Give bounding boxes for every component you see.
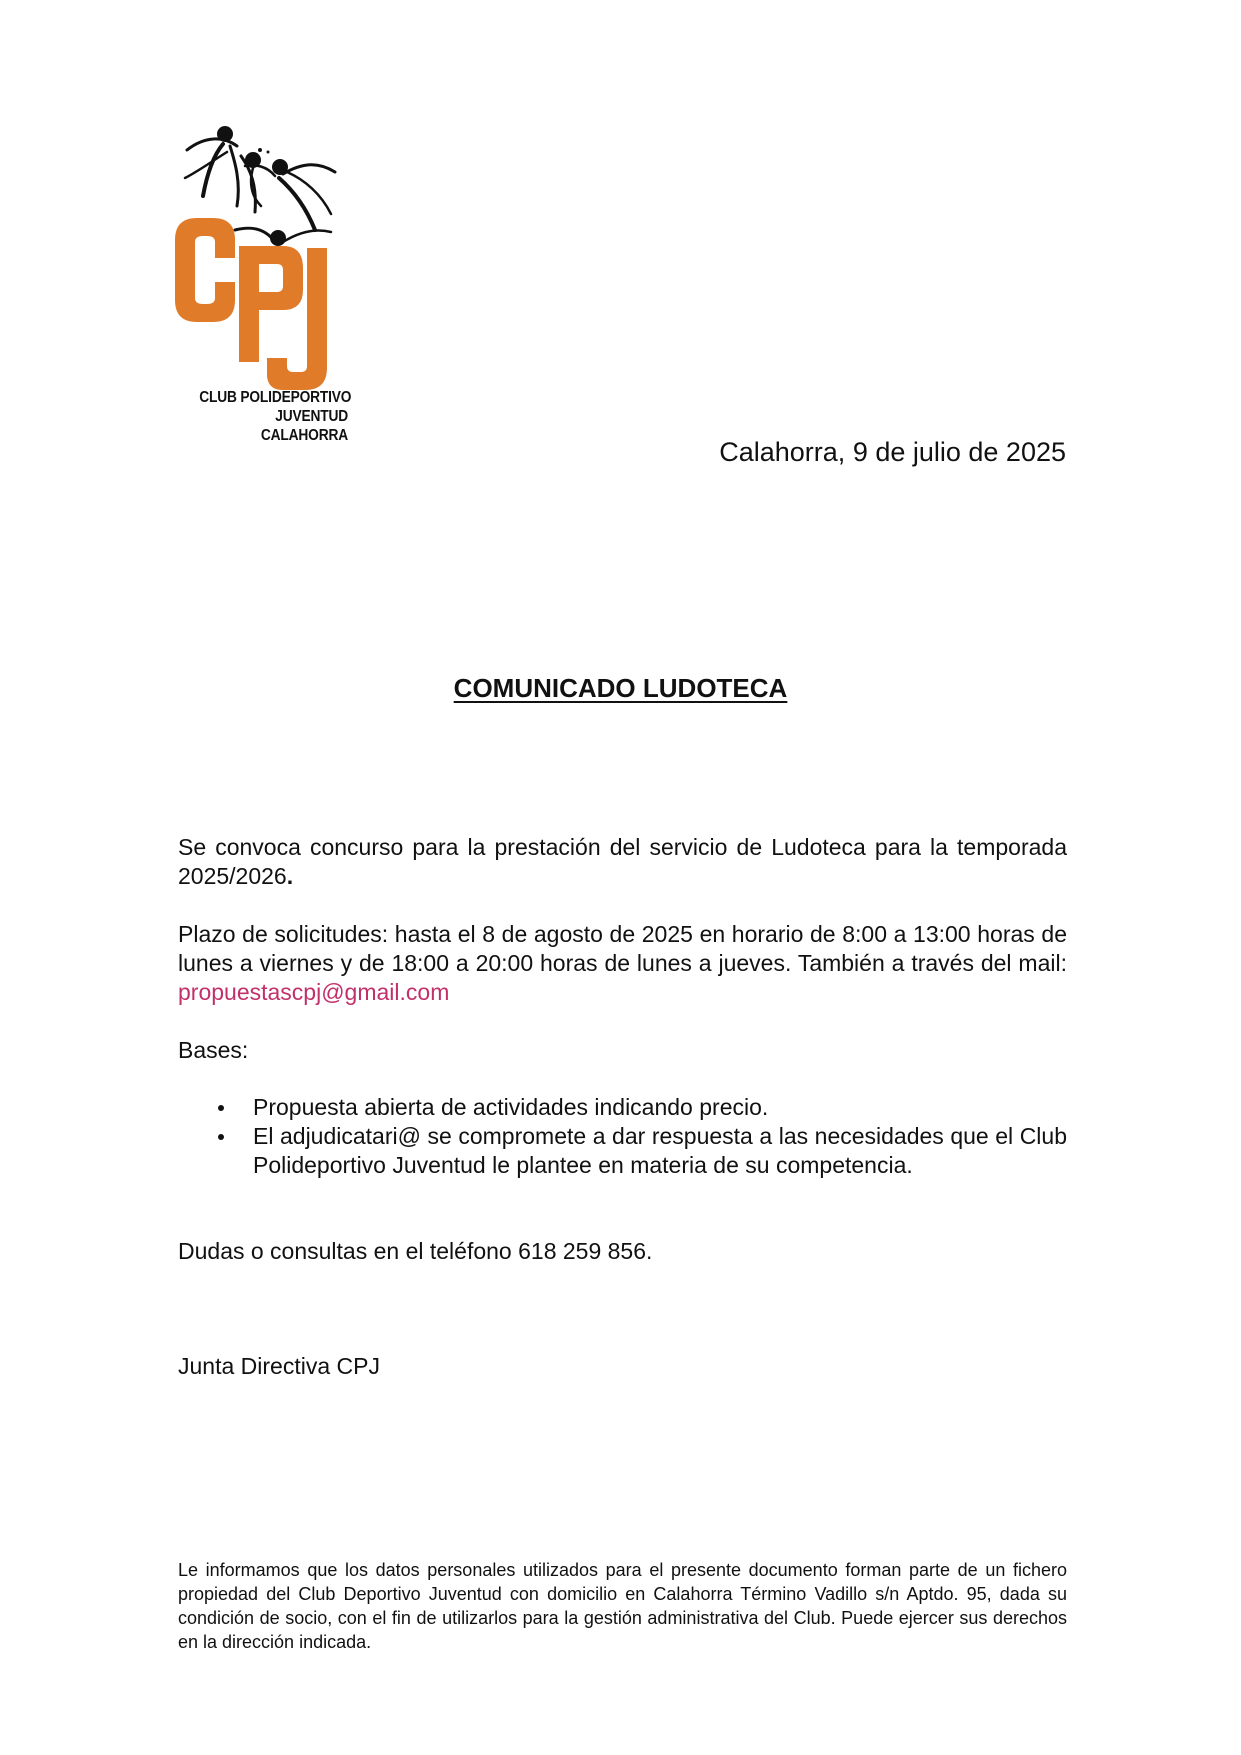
email-link[interactable]: propuestascpj@gmail.com <box>178 979 450 1005</box>
privacy-notice: Le informamos que los datos personales utilizados para el presente documento forman parte de un fichero propiedad del Club Deportivo Juventud con domicilio en Calahorra Término Vadillo s/n Aptdo. 95, dada su condición de socio, con el fin de utilizarlos para la gestión administrativa del Club. Puede ejercer sus derechos en la dirección indicada. <box>178 1560 1067 1652</box>
club-logo <box>175 122 365 452</box>
list-item <box>178 1093 1067 1122</box>
deadline-text: Plazo de solicitudes: hasta el 8 de agosto de 2025 en horario de 8:00 a 13:00 horas de lunes a viernes y de 18:00 a 20:00 horas de lunes a jueves. También a través del mail: <box>178 921 1067 976</box>
document-title <box>0 672 1241 704</box>
bullet-icon <box>218 1134 224 1140</box>
logo-line-2: JUVENTUD <box>275 408 348 425</box>
contact-line: Dudas o consultas en el teléfono 618 259 856. <box>178 1238 653 1264</box>
club-name-wordmark <box>199 388 352 445</box>
announcement-end: . <box>286 863 294 889</box>
document-title-text: COMUNICADO LUDOTECA <box>453 673 788 703</box>
cpj-emblem <box>175 122 365 392</box>
list-item-text: Propuesta abierta de actividades indicando precio. <box>253 1094 769 1120</box>
bases-list <box>178 1093 1067 1180</box>
letter-date: Calahorra, 9 de julio de 2025 <box>719 437 1066 467</box>
cpj-letters-graphic <box>175 218 327 390</box>
signature: Junta Directiva CPJ <box>178 1353 380 1379</box>
announcement-text: Se convoca concurso para la prestación del servicio de Ludoteca para la temporada 2025/2026 <box>178 834 1067 889</box>
logo-line-1: CLUB POLIDEPORTIVO <box>199 389 352 406</box>
paragraph-announcement <box>178 833 1067 891</box>
paragraph-deadline <box>178 920 1067 1007</box>
list-item <box>178 1122 1067 1180</box>
list-item-text: El adjudicatari@ se compromete a dar respuesta a las necesidades que el Club Polideportivo Juventud le plantee en materia de su competencia. <box>253 1123 1067 1178</box>
bullet-icon <box>218 1105 224 1111</box>
bases-label: Bases: <box>178 1037 249 1063</box>
logo-line-3: CALAHORRA <box>260 427 348 444</box>
